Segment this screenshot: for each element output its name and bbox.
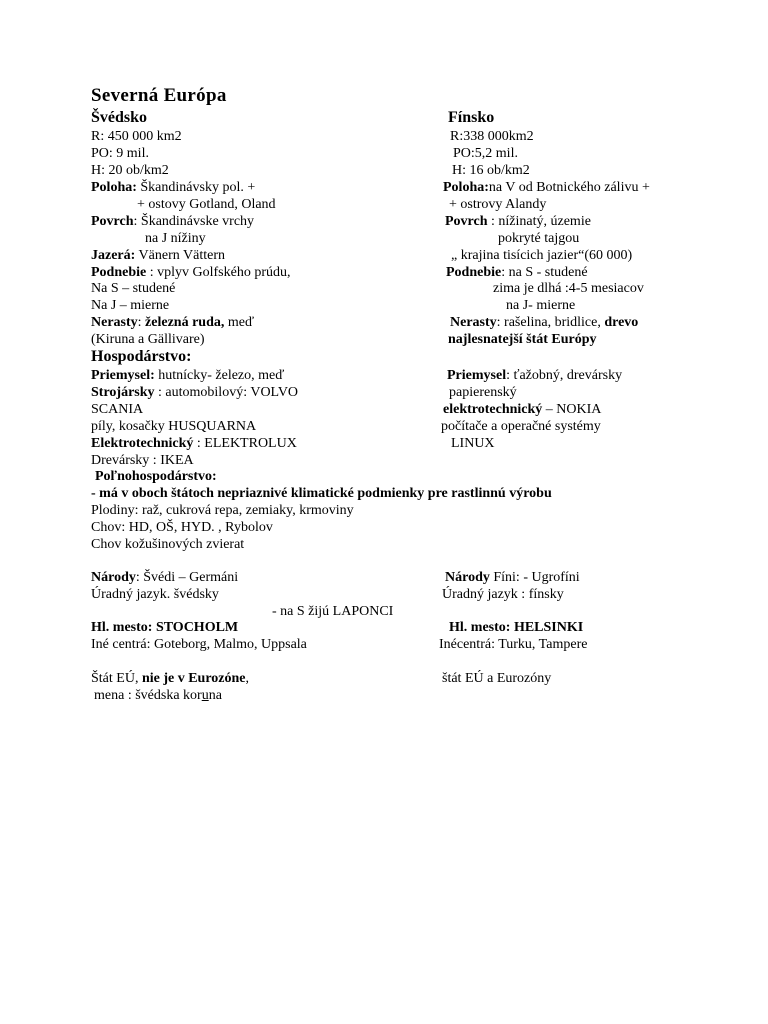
finland-podnebie — [446, 264, 588, 281]
sweden-area: R: 450 000 km2 — [91, 129, 182, 144]
finland-linux: LINUX — [451, 436, 495, 451]
sweden-podnebie-label: Podnebie — [91, 265, 147, 280]
finland-population: PO:5,2 mil. — [453, 146, 518, 161]
sweden-climate-north: Na S – studené — [91, 281, 176, 296]
sweden-jazyk: Úradný jazyk. švédsky — [91, 587, 219, 602]
sweden-povrch-value: : Škandinávske vrchy — [133, 214, 255, 229]
sweden-nerasty-label: Nerasty — [91, 315, 138, 330]
sweden-jazera-value: Vänern Vättern — [135, 248, 225, 263]
sweden-scania: SCANIA — [91, 402, 144, 417]
finland-poloha — [443, 179, 650, 196]
agri-plodiny: Plodiny: raž, cukrová repa, zemiaky, krmoviny — [91, 503, 354, 518]
agri-climate-note: - má v oboch štátoch nepriaznivé klimatické podmienky pre rastlinnú výrobu — [91, 486, 552, 501]
sweden-narody-label: Národy — [91, 570, 136, 585]
finland-podnebie-label: Podnebie — [446, 265, 502, 280]
sweden-drevarsky: Drevársky : IKEA — [91, 453, 194, 468]
finland-nerasty — [450, 314, 638, 331]
sweden-strojarsky-label: Strojársky — [91, 385, 155, 400]
sweden-jazera — [91, 247, 225, 264]
sweden-strojarsky-value: : automobilový: VOLVO — [154, 385, 299, 400]
sweden-capital-label: Hl. mesto: — [91, 620, 156, 635]
sweden-mena-post: na — [208, 688, 222, 703]
sweden-eu-post: , — [245, 671, 250, 686]
finland-poloha-label: Poloha: — [443, 180, 489, 195]
sweden-elektro — [91, 435, 297, 452]
finland-narody-value: Fíni: - Ugrofíni — [489, 570, 580, 585]
sweden-density: H: 20 ob/km2 — [91, 163, 169, 178]
finland-podnebie-value: : na S - studené — [501, 265, 588, 280]
sweden-priemysel-label: Priemysel: — [91, 368, 155, 383]
finland-povrch-label: Povrch — [445, 214, 488, 229]
finland-elektro — [443, 401, 601, 418]
sweden-capital-value: STOCHOLM — [155, 620, 239, 635]
finland-forest: najlesnatejší štát Európy — [448, 332, 597, 347]
sweden-mena-u: u — [201, 688, 209, 703]
finland-capital-label: Hl. mesto: — [449, 620, 514, 635]
finland-climate-south: na J- mierne — [506, 298, 576, 313]
finland-poloha-value: na V od Botnického zálivu + — [488, 180, 650, 195]
sweden-capital — [91, 619, 238, 636]
finland-climate-winter: zima je dlhá :4-5 mesiacov — [493, 281, 644, 296]
finland-povrch — [445, 213, 591, 230]
sweden-podnebie — [91, 264, 291, 281]
finland-nerasty-label: Nerasty — [450, 315, 497, 330]
finland-capital — [449, 619, 583, 636]
sweden-elektro-value: : ELEKTROLUX — [193, 436, 297, 451]
sweden-poloha-label: Poloha: — [91, 180, 137, 195]
finland-priemysel-value: : ťažobný, drevársky — [506, 368, 623, 383]
sweden-heading: Švédsko — [91, 109, 148, 126]
page-title: Severná Európa — [91, 85, 227, 106]
finland-narody — [445, 569, 580, 586]
finland-povrch-value: : nížinatý, územie — [487, 214, 591, 229]
sweden-jazera-label: Jazerá: — [91, 248, 136, 263]
finland-jazyk: Úradný jazyk : fínsky — [442, 587, 564, 602]
finland-priemysel-label: Priemysel — [447, 368, 507, 383]
agri-heading: Poľnohospodárstvo: — [95, 469, 217, 484]
sweden-narody-value: : Švédi – Germáni — [135, 570, 239, 585]
sweden-nerasty-bold: železná ruda, — [145, 315, 225, 330]
sweden-mena-pre: mena : švédska kor — [94, 688, 202, 703]
finland-density: H: 16 ob/km2 — [452, 163, 530, 178]
laponci-note: - na S žijú LAPONCI — [272, 604, 394, 619]
sweden-eu-pre: Štát EÚ, — [91, 671, 142, 686]
sweden-pily: píly, kosačky HUSQUARNA — [91, 419, 257, 434]
finland-papier: papierenský — [449, 385, 517, 400]
finland-area: R:338 000km2 — [450, 129, 534, 144]
sweden-elektro-label: Elektrotechnický — [91, 436, 194, 451]
sweden-nerasty-sep: : — [137, 315, 146, 330]
sweden-povrch-cont: na J nížiny — [145, 231, 206, 246]
sweden-priemysel-value: hutnícky- železo, meď — [154, 368, 285, 383]
sweden-nerasty — [91, 314, 254, 331]
sweden-povrch-label: Povrch — [91, 214, 134, 229]
sweden-cities: Iné centrá: Goteborg, Malmo, Uppsala — [91, 637, 307, 652]
economy-heading: Hospodárstvo: — [91, 348, 192, 365]
finland-nerasty-value: : rašelina, bridlice, — [496, 315, 605, 330]
finland-cities: Inécentrá: Turku, Tampere — [439, 637, 588, 652]
sweden-poloha-value: Škandinávsky pol. + — [136, 180, 256, 195]
sweden-poloha — [91, 179, 255, 196]
finland-capital-value: HELSINKI — [513, 620, 584, 635]
finland-heading: Fínsko — [448, 109, 495, 126]
finland-priemysel — [447, 367, 622, 384]
finland-jazera: „ krajina tisícich jazier“(60 000) — [451, 248, 633, 263]
sweden-nerasty-cont: (Kiruna a Gällivare) — [91, 332, 205, 347]
finland-nerasty-bold: drevo — [604, 315, 639, 330]
agri-chov: Chov: HD, OŠ, HYD. , Rybolov — [91, 520, 273, 535]
agri-chov2: Chov kožušinových zvierat — [91, 537, 245, 552]
sweden-poloha-cont: + ostovy Gotland, Oland — [137, 197, 276, 212]
sweden-podnebie-value: : vplyv Golfského prúdu, — [146, 265, 291, 280]
sweden-mena — [94, 687, 222, 704]
finland-povrch-cont: pokryté tajgou — [498, 231, 580, 246]
finland-pc: počítače a operačné systémy — [441, 419, 601, 434]
finland-eu: štát EÚ a Eurozóny — [442, 671, 552, 686]
finland-elektro-label: elektrotechnický — [443, 402, 543, 417]
sweden-eu-bold: nie je v Eurozóne — [141, 671, 246, 686]
finland-elektro-value: – NOKIA — [542, 402, 602, 417]
sweden-eu — [91, 670, 249, 687]
sweden-climate-south: Na J – mierne — [91, 298, 170, 313]
sweden-povrch — [91, 213, 254, 230]
finland-poloha-cont: + ostrovy Alandy — [449, 197, 547, 212]
sweden-priemysel — [91, 367, 284, 384]
sweden-strojarsky — [91, 384, 298, 401]
finland-narody-label: Národy — [445, 570, 490, 585]
sweden-nerasty-rest: meď — [224, 315, 255, 330]
sweden-population: PO: 9 mil. — [91, 146, 149, 161]
sweden-narody — [91, 569, 238, 586]
